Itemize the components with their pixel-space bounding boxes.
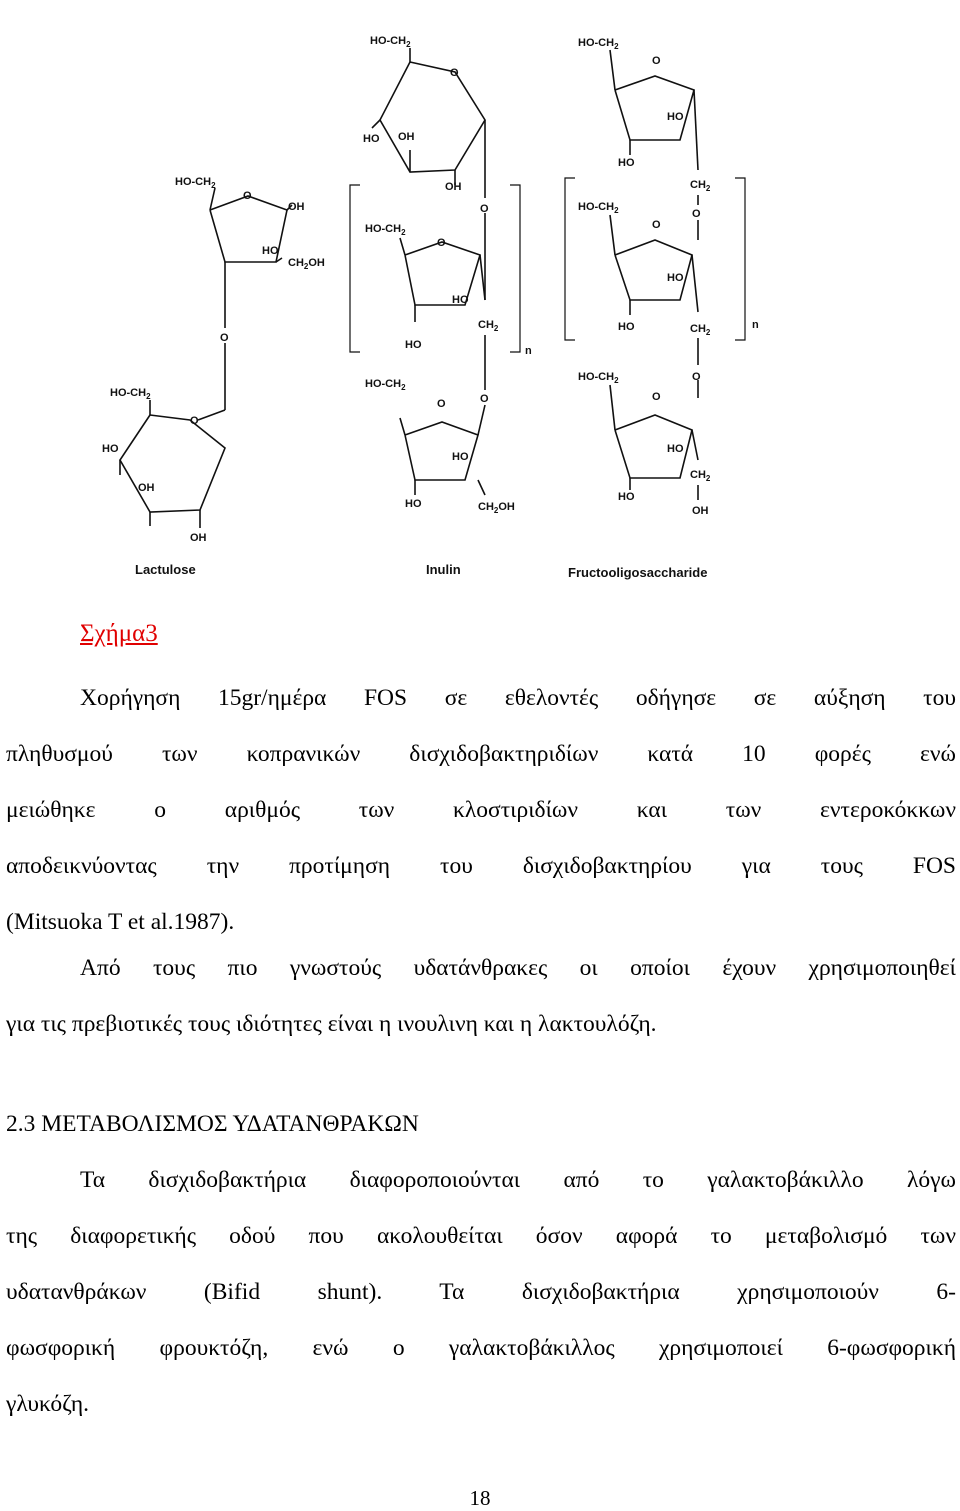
fos-label: Fructooligosaccharide bbox=[568, 565, 708, 580]
atom-label: n bbox=[752, 319, 759, 331]
atom-label: O bbox=[480, 393, 489, 405]
paragraph-line: (Mitsuoka T et al.1987). bbox=[6, 909, 235, 935]
atom-label: O bbox=[692, 371, 701, 383]
atom-label: O bbox=[652, 391, 661, 403]
atom-label: HO-CH bbox=[365, 223, 402, 235]
paragraph-metabolism bbox=[6, 1152, 956, 1432]
atom-label: HO-CH bbox=[110, 387, 147, 399]
svg-text:HO-CH2: $HO-CH_2$ bbox=[175, 176, 216, 190]
atom-label: HO bbox=[452, 294, 469, 306]
chemical-structures-figure bbox=[0, 0, 960, 600]
atom-label: n bbox=[525, 345, 532, 357]
paragraph-line: φωσφορική φρουκτόζη, ενώ ο γαλακτοβάκιλλος χρησιμοποιεί 6-φωσφορική bbox=[6, 1335, 956, 1361]
paragraph-prebiotics bbox=[6, 940, 956, 1052]
atom-label: O bbox=[652, 55, 661, 67]
atom-label: O bbox=[243, 190, 252, 202]
atom-label: CH bbox=[478, 501, 494, 513]
atom-label: OH bbox=[138, 482, 155, 494]
atom-label: O bbox=[437, 398, 446, 410]
section-heading: 2.3 ΜΕΤΑΒΟΛΙΣΜΟΣ ΥΔΑΤΑΝΘΡΑΚΩΝ bbox=[6, 1111, 419, 1137]
atom-label: O bbox=[692, 208, 701, 220]
lactulose-label: Lactulose bbox=[135, 562, 196, 577]
atom-label: OH bbox=[445, 181, 462, 193]
svg-text:HO-CH2: $HO-CH_2$ bbox=[578, 37, 619, 51]
atom-label: HO bbox=[618, 491, 635, 503]
atom-label: CH bbox=[690, 469, 706, 481]
atom-label: HO bbox=[667, 443, 684, 455]
svg-text:HO-CH2: $HO-CH_2$ bbox=[110, 387, 151, 401]
atom-label: CH bbox=[288, 257, 304, 269]
atom-label: HO-CH bbox=[578, 37, 615, 49]
paragraph-line: πληθυσμού των κοπρανικών δισχιδοβακτηριδίων κατά 10 φορές ενώ bbox=[6, 741, 956, 767]
atom-label: HO bbox=[618, 157, 635, 169]
atom-label: OH bbox=[190, 532, 207, 544]
atom-label: O bbox=[437, 237, 446, 249]
svg-text:HO-CH2: $HO-CH_2$ bbox=[578, 201, 619, 215]
svg-text:CH2: $CH_2$ bbox=[690, 323, 711, 337]
paragraph-fos bbox=[6, 670, 956, 950]
atom-label: HO bbox=[102, 443, 119, 455]
atom-label: CH bbox=[478, 319, 494, 331]
paragraph-line: Από τους πιο γνωστούς υδατάνθρακες οι οποίοι έχουν χρησιμοποιηθεί bbox=[80, 955, 956, 981]
atom-label: HO bbox=[363, 133, 380, 145]
fos-structure bbox=[565, 37, 759, 580]
atom-label: HO-CH bbox=[370, 35, 407, 47]
atom-label: HO bbox=[262, 245, 279, 257]
paragraph-line: υδατανθράκων (Bifid shunt). Τα δισχιδοβακτήρια χρησιμοποιούν 6- bbox=[6, 1279, 956, 1305]
paragraph-line: Χορήγηση 15gr/ημέρα FOS σε εθελοντές οδήγησε σε αύξηση του bbox=[80, 685, 956, 711]
atom-label: HO-CH bbox=[175, 176, 212, 188]
atom-label: HO bbox=[618, 321, 635, 333]
atom-label: CH bbox=[690, 323, 706, 335]
paragraph-line: αποδεικνύοντας την προτίμηση του δισχιδοβακτηρίου για τους FOS bbox=[6, 853, 956, 879]
atom-label: HO bbox=[452, 451, 469, 463]
atom-label: HO bbox=[405, 339, 422, 351]
paragraph-line: γλυκόζη. bbox=[6, 1391, 90, 1417]
svg-text:HO-CH2: $HO-CH_2$ bbox=[365, 378, 406, 392]
lactulose-structure bbox=[102, 176, 325, 577]
atom-label: HO-CH bbox=[365, 378, 402, 390]
svg-text:CH2: $CH_2$ bbox=[478, 319, 499, 333]
atom-label: HO-CH bbox=[578, 201, 615, 213]
inulin-structure bbox=[350, 35, 532, 577]
figure-caption: Σχήμα3 bbox=[80, 620, 158, 647]
paragraph-line: της διαφορετικής οδού που ακολουθείται όσον αφορά το μεταβολισμό των bbox=[6, 1223, 956, 1249]
svg-text:HO-CH2: $HO-CH_2$ bbox=[365, 223, 406, 237]
atom-label: O bbox=[480, 203, 489, 215]
svg-text:CH2OH: $CH_2OH$ bbox=[478, 501, 515, 515]
page-number: 18 bbox=[469, 1486, 491, 1510]
atom-label: O bbox=[190, 415, 199, 427]
svg-text:CH2: $CH_2$ bbox=[690, 179, 711, 193]
atom-label: HO bbox=[667, 111, 684, 123]
paragraph-line: μειώθηκε ο αριθμός των κλοστιριδίων και των εντεροκόκκων bbox=[6, 797, 956, 823]
atom-label: CH bbox=[690, 179, 706, 191]
atom-label: HO bbox=[405, 498, 422, 510]
svg-text:CH2OH: $CH_2OH$ bbox=[288, 257, 325, 271]
svg-text:HO-CH2: $HO-CH_2$ bbox=[370, 35, 411, 49]
atom-label: HO bbox=[667, 272, 684, 284]
atom-label: HO-CH bbox=[578, 371, 615, 383]
atom-label: OH bbox=[288, 201, 305, 213]
atom-label: OH bbox=[692, 505, 709, 517]
paragraph-line: για τις πρεβιοτικές τους ιδιότητες είναι η ινουλινη και η λακτουλόζη. bbox=[6, 1011, 657, 1037]
svg-text:CH2: $CH_2$ bbox=[690, 469, 711, 483]
atom-label: O bbox=[652, 219, 661, 231]
paragraph-line: Τα δισχιδοβακτήρια διαφοροποιούνται από το γαλακτοβάκιλλο λόγω bbox=[80, 1167, 956, 1193]
atom-label: O bbox=[220, 332, 229, 344]
inulin-label: Inulin bbox=[426, 562, 461, 577]
svg-text:HO-CH2: $HO-CH_2$ bbox=[578, 371, 619, 385]
atom-label: OH bbox=[398, 131, 415, 143]
atom-label: O bbox=[450, 67, 459, 79]
